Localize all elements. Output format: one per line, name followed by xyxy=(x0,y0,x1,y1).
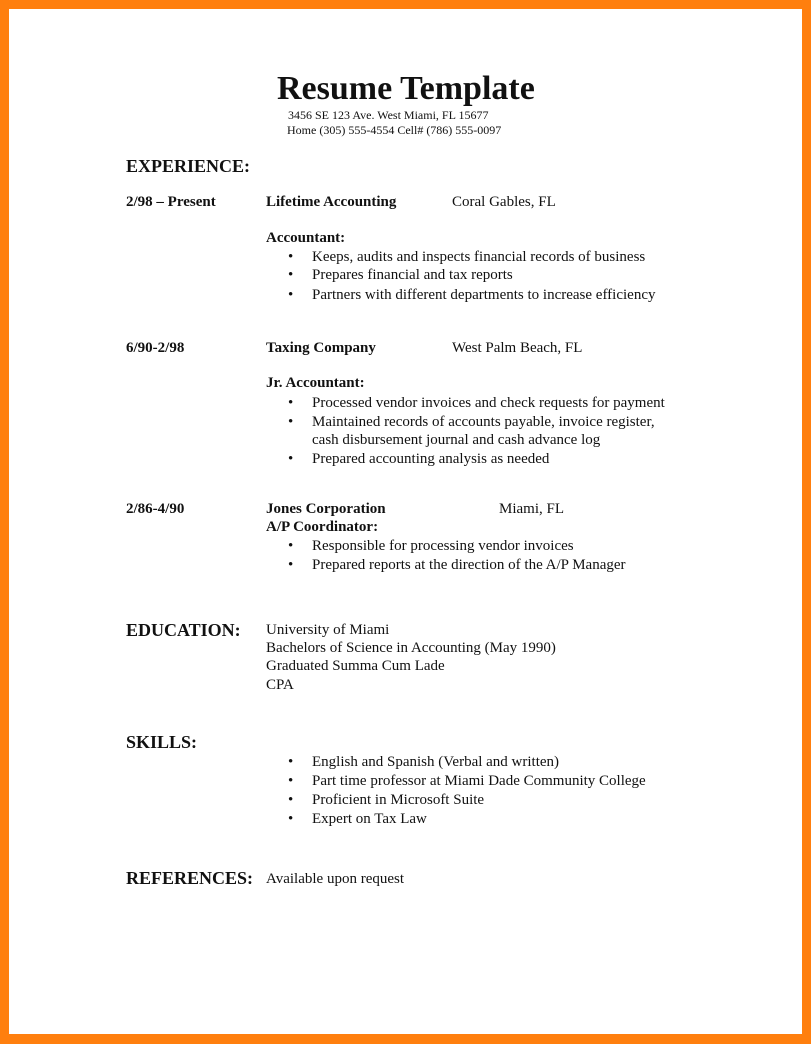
address: 3456 SE 123 Ave. West Miami, FL 15677 xyxy=(288,108,489,122)
job-bullet-continued: cash disbursement journal and cash advance log xyxy=(312,432,601,448)
job-dates: 2/98 – Present xyxy=(126,194,216,210)
job-dates: 2/86-4/90 xyxy=(126,501,185,517)
bullet-icon: • xyxy=(288,773,294,789)
job-bullet: Keeps, audits and inspects financial records of business xyxy=(312,249,646,265)
bullet-icon: • xyxy=(288,792,294,808)
job-location: Miami, FL xyxy=(499,501,565,517)
resume-title: Resume Template xyxy=(277,70,535,107)
job-title: A/P Coordinator: xyxy=(266,519,379,535)
references-text: Available upon request xyxy=(266,871,405,887)
bullet-icon: • xyxy=(288,395,294,411)
bullet-icon: • xyxy=(288,538,294,554)
education-heading: EDUCATION: xyxy=(126,620,241,640)
skill-item: Proficient in Microsoft Suite xyxy=(312,792,485,808)
job-bullet: Responsible for processing vendor invoices xyxy=(312,538,574,554)
references-heading: REFERENCES: xyxy=(126,868,254,888)
bullet-icon: • xyxy=(288,754,294,770)
skill-item: English and Spanish (Verbal and written) xyxy=(312,754,560,770)
bullet-icon: • xyxy=(288,267,294,283)
bullet-icon: • xyxy=(288,287,294,303)
bullet-icon: • xyxy=(288,249,294,265)
phone: Home (305) 555-4554 Cell# (786) 555-0097 xyxy=(287,123,502,137)
bullet-icon: • xyxy=(288,414,294,430)
job-dates: 6/90-2/98 xyxy=(126,340,185,356)
job-company: Jones Corporation xyxy=(266,501,386,517)
job-location: Coral Gables, FL xyxy=(452,194,556,210)
bullet-icon: • xyxy=(288,557,294,573)
skill-item: Expert on Tax Law xyxy=(312,811,427,827)
job-bullet: Prepared accounting analysis as needed xyxy=(312,451,550,467)
skill-item: Part time professor at Miami Dade Community College xyxy=(312,773,646,789)
job-bullet: Prepares financial and tax reports xyxy=(312,267,513,283)
job-bullet: Partners with different departments to increase efficiency xyxy=(312,287,656,303)
job-bullet: Maintained records of accounts payable, invoice register, xyxy=(312,414,655,430)
skills-heading: SKILLS: xyxy=(126,732,198,752)
bullet-icon: • xyxy=(288,451,294,467)
education-line: CPA xyxy=(266,677,294,693)
job-title: Jr. Accountant: xyxy=(266,375,365,391)
job-company: Lifetime Accounting xyxy=(266,194,397,210)
job-location: West Palm Beach, FL xyxy=(452,340,583,356)
job-bullet: Prepared reports at the direction of the A/P Manager xyxy=(312,557,626,573)
education-line: University of Miami xyxy=(266,622,390,638)
bullet-icon: • xyxy=(288,811,294,827)
education-line: Bachelors of Science in Accounting (May 1990) xyxy=(266,640,556,656)
job-company: Taxing Company xyxy=(266,340,376,356)
job-bullet: Processed vendor invoices and check requests for payment xyxy=(312,395,665,411)
job-title: Accountant: xyxy=(266,230,346,246)
experience-heading: EXPERIENCE: xyxy=(126,156,251,176)
education-line: Graduated Summa Cum Lade xyxy=(266,658,445,674)
